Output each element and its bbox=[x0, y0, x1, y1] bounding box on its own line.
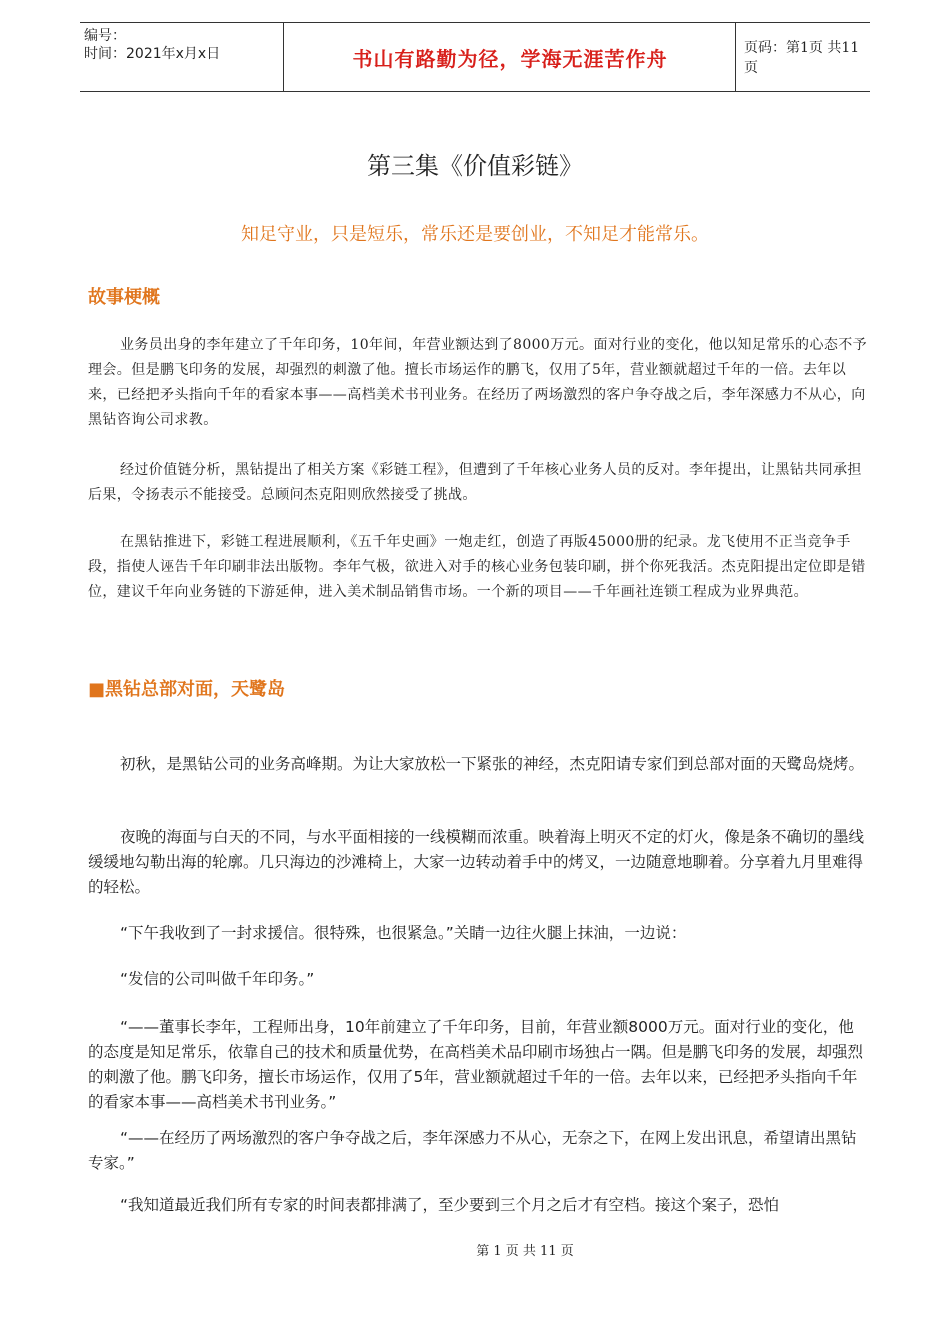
document-number: 编号： bbox=[84, 28, 126, 44]
paragraph: “发信的公司叫做千年印务。” bbox=[120, 970, 315, 988]
header-page-number: 页码：第1页 共11页 bbox=[744, 40, 860, 76]
page-footer: 第 1 页 共 11 页 bbox=[476, 1244, 574, 1259]
paragraph: 夜晚的海面与白天的不同，与水平面相接的一线模糊而浓重。映着海上明灭不定的灯火，像是条不确切的墨线缓缓地勾勒出海的轮廓。几只海边的沙滩椅上，大家一边转动着手中的烤叉，一边随意地聊着。分享着九月里难得的轻松。 bbox=[88, 828, 865, 896]
paragraph: 初秋，是黑钻公司的业务高峰期。为让大家放松一下紧张的神经，杰克阳请专家们到总部对面的天鹭岛烧烤。 bbox=[120, 755, 865, 773]
paragraph: “我知道最近我们所有专家的时间表都排满了，至少要到三个月之后才有空档。接这个案子，恐怕 bbox=[120, 1196, 780, 1214]
document-subtitle: 知足守业，只是短乐，常乐还是要创业，不知足才能常乐。 bbox=[241, 224, 709, 245]
header-motto: 书山有路勤为径，学海无涯苦作舟 bbox=[352, 46, 668, 71]
paragraph: 业务员出身的李年建立了千年印务，10年间，年营业额达到了8000万元。面对行业的变化，他以知足常乐的心态不予理会。但是鹏飞印务的发展，却强烈的刺激了他。擅长市场运作的鹏飞，仅用了5年，营业额就超过千年的一倍。去年以来，已经把矛头指向千年的看家本事——高档美术书刊业务。在经历了两场激烈的客户争夺战之后，李年深感力不从心，向黑钻咨询公司求教。 bbox=[88, 337, 868, 428]
document-date: 时间：2021年x月x日 bbox=[84, 46, 221, 62]
section-heading: ■黑钻总部对面，天鹭岛 bbox=[88, 679, 286, 700]
document-header bbox=[80, 22, 870, 92]
paragraph: “下午我收到了一封求援信。很特殊，也很紧急。”关睛一边往火腿上抹油，一边说： bbox=[120, 924, 687, 942]
paragraph: 在黑钻推进下，彩链工程进展顺利，《五千年史画》一炮走红，创造了再版45000册的纪录。龙飞使用不正当竞争手段，指使人诬告千年印刷非法出版物。李年气极，欲进入对手的核心业务包装印刷，拼个你死我活。杰克阳提出定位即是错位，建议千年向业务链的下游延伸，进入美术制品销售市场。一个新的项目——千年画社连锁工程成为业界典范。 bbox=[88, 534, 866, 600]
header-divider bbox=[735, 23, 736, 91]
paragraph: “——董事长李年，工程师出身，10年前建立了千年印务，目前，年营业额8000万元。面对行业的变化，他的态度是知足常乐，依靠自己的技术和质量优势，在高档美术品印刷市场独占一隅。但是鹏飞印务的发展，却强烈的刺激了他。鹏飞印务，擅长市场运作，仅用了5年，营业额就超过千年的一倍。去年以来，已经把矛头指向千年的看家本事——高档美术书刊业务。” bbox=[88, 1018, 864, 1111]
header-meta bbox=[84, 27, 284, 63]
document-title: 第三集《价值彩链》 bbox=[367, 152, 583, 180]
paragraph: “——在经历了两场激烈的客户争夺战之后，李年深感力不从心，无奈之下，在网上发出讯息，希望请出黑钻专家。” bbox=[88, 1129, 857, 1172]
section-heading: 故事梗概 bbox=[88, 287, 160, 308]
paragraph: 经过价值链分析，黑钻提出了相关方案《彩链工程》，但遭到了千年核心业务人员的反对。李年提出，让黑钻共同承担后果，令扬表示不能接受。总顾问杰克阳则欣然接受了挑战。 bbox=[88, 462, 862, 503]
